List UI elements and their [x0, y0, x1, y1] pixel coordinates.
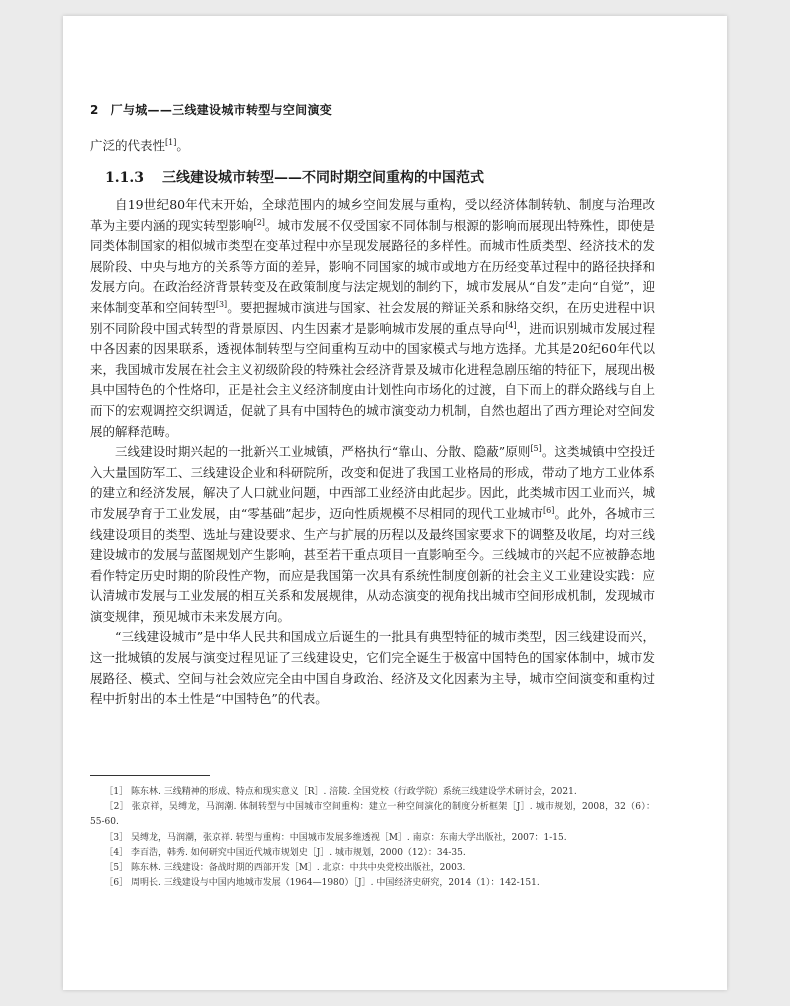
paragraph-text: 自19世纪80年代末开始，全球范围内的城乡空间发展与重构，受以经济体制转轨、制度与治理改革为主要内涵的现实转型影响: [90, 197, 655, 233]
footnote-divider: [90, 775, 210, 776]
citation-ref: [1]: [165, 137, 177, 147]
footnotes: [90, 785, 655, 891]
citation-ref: [6]: [543, 505, 555, 515]
citation-ref: [4]: [505, 320, 517, 330]
citation-ref: [2]: [253, 217, 265, 227]
paragraph: [90, 195, 655, 442]
body-text: [90, 195, 655, 710]
running-header: [90, 101, 332, 118]
paragraph-text: “三线建设城市”是中华人民共和国成立后诞生的一批具有典型特征的城市类型，因三线建设而兴，这一批城镇的发展与演变过程见证了三线建设史，它们完全诞生于极富中国特色的国家体制中，城市发展路径、模式、空间与社会效应完全由中国自身政治、经济及文化因素为主导，城市空间演变和重构过程中折射出的本土性是“中国特色”的代表。: [90, 629, 655, 707]
paragraph-text: ，进而识别城市发展过程中各因素的因果联系，透视体制转型与空间重构互动中的国家模式与地方选择。尤其是20纪60年代以来，我国城市发展在社会主义初级阶段的特殊社会经济背景及城市化进程急剧压缩的特征下，展现出极具中国特色的个性烙印，正是社会主义经济制度由计划性向市场化的过渡，自下而上的群众路线与自上而下的宏观调控交织调适，促就了具有中国特色的城市演变动力机制，自然也超出了西方理论对空间发展的解释范畴。: [90, 320, 655, 439]
lead-text: 广泛的代表性[1]。: [90, 137, 189, 153]
section-title: 三线建设城市转型——不同时期空间重构的中国范式: [161, 170, 484, 186]
citation-ref: [3]: [215, 299, 228, 309]
footnote: ［2］ 张京祥，吴缚龙，马润潮. 体制转型与中国城市空间重构：建立一种空间演化的制度分析框架［J］. 城市规划，2008，32（6）：55-60.: [90, 802, 655, 828]
footnote: ［6］ 周明长. 三线建设与中国内地城市发展（1964—1980）［J］. 中国经济史研究，2014（1）：142-151.: [104, 878, 540, 889]
paragraph: [90, 627, 655, 709]
paragraph-text: 三线建设时期兴起的一批新兴工业城镇，严格执行“靠山、分散、隐蔽”原则: [115, 444, 531, 460]
running-title: 厂与城——三线建设城市转型与空间演变: [110, 103, 333, 117]
paragraph-text: 。要把握城市演进与国家、社会发展的辩证关系和脉络交织，在历史进程中识别不同阶段中国式转型的背景原因、内生因素才是影响城市发展的重点导向: [90, 299, 655, 336]
footnote: ［5］ 陈东林. 三线建设：备战时期的西部开发［M］. 北京：中共中央党校出版社，2003.: [104, 863, 466, 874]
footnote: ［4］ 李百浩，韩秀. 如何研究中国近代城市规划史［J］. 城市规划，2000（12）：34-35.: [104, 847, 466, 858]
paragraph-text: 。此外，各城市三线建设项目的类型、选址与建设要求、生产与扩展的历程以及最终国家要求下的调整及收尾，均对三线建设城市的发展与蓝图规划产生影响，甚至若干重点项目一直影响至今。三线城市的兴起不应被静态地看作特定历史时期的阶段性产物，而应是我国第一次具有系统性制度创新的社会主义工业建设实践：应认清城市发展与工业发展的相互关系和发展规律，从动态演变的视角找出城市空间形成机制，发现城市演变规律，预见城市未来发展方向。: [90, 505, 655, 624]
lead-text-content: 广泛的代表性: [90, 138, 166, 153]
footnote: ［1］ 陈东林. 三线精神的形成、特点和现实意义［R］. 涪陵. 全国党校（行政学院）系统三线建设学术研讨会，2021.: [104, 787, 577, 797]
section-number: 1.1.3: [105, 170, 144, 186]
paragraph-text: 。这类城镇中空投迁入大量国防军工、三线建设企业和科研院所，改变和促进了我国工业格局的形成，带动了地方工业体系的建立和经济发展，解决了人口就业问题，中西部工业经济由此起步。因此，此类城市因工业而兴，城市发展孕育于工业发展，由“零基础”起步，迈向性质规模不尽相同的现代工业城市: [90, 444, 655, 521]
footnote: ［3］ 吴缚龙，马润潮，张京祥. 转型与重构：中国城市发展多维透视［M］. 南京：东南大学出版社，2007：1-15.: [104, 832, 567, 843]
citation-ref: [5]: [530, 443, 542, 453]
paragraph: [90, 442, 655, 627]
paragraph-text: 。城市发展不仅受国家不同体制与根源的影响而展现出特殊性，即使是同类体制国家的相似城市类型在变革过程中亦呈现发展路径的多样性。而城市性质类型、经济技术的发展阶段、中央与地方的关系等方面的差异，影响不同国家的城市或地方在历经变革过程中的路径抉择和发展方向。在政治经济背景转变及在政策制度与法定规划的制约下，城市发展从“自发”走向“自觉”，迎来体制变革和空间转型: [90, 217, 655, 315]
page-number: 2: [90, 103, 99, 117]
section-heading: [105, 167, 484, 187]
